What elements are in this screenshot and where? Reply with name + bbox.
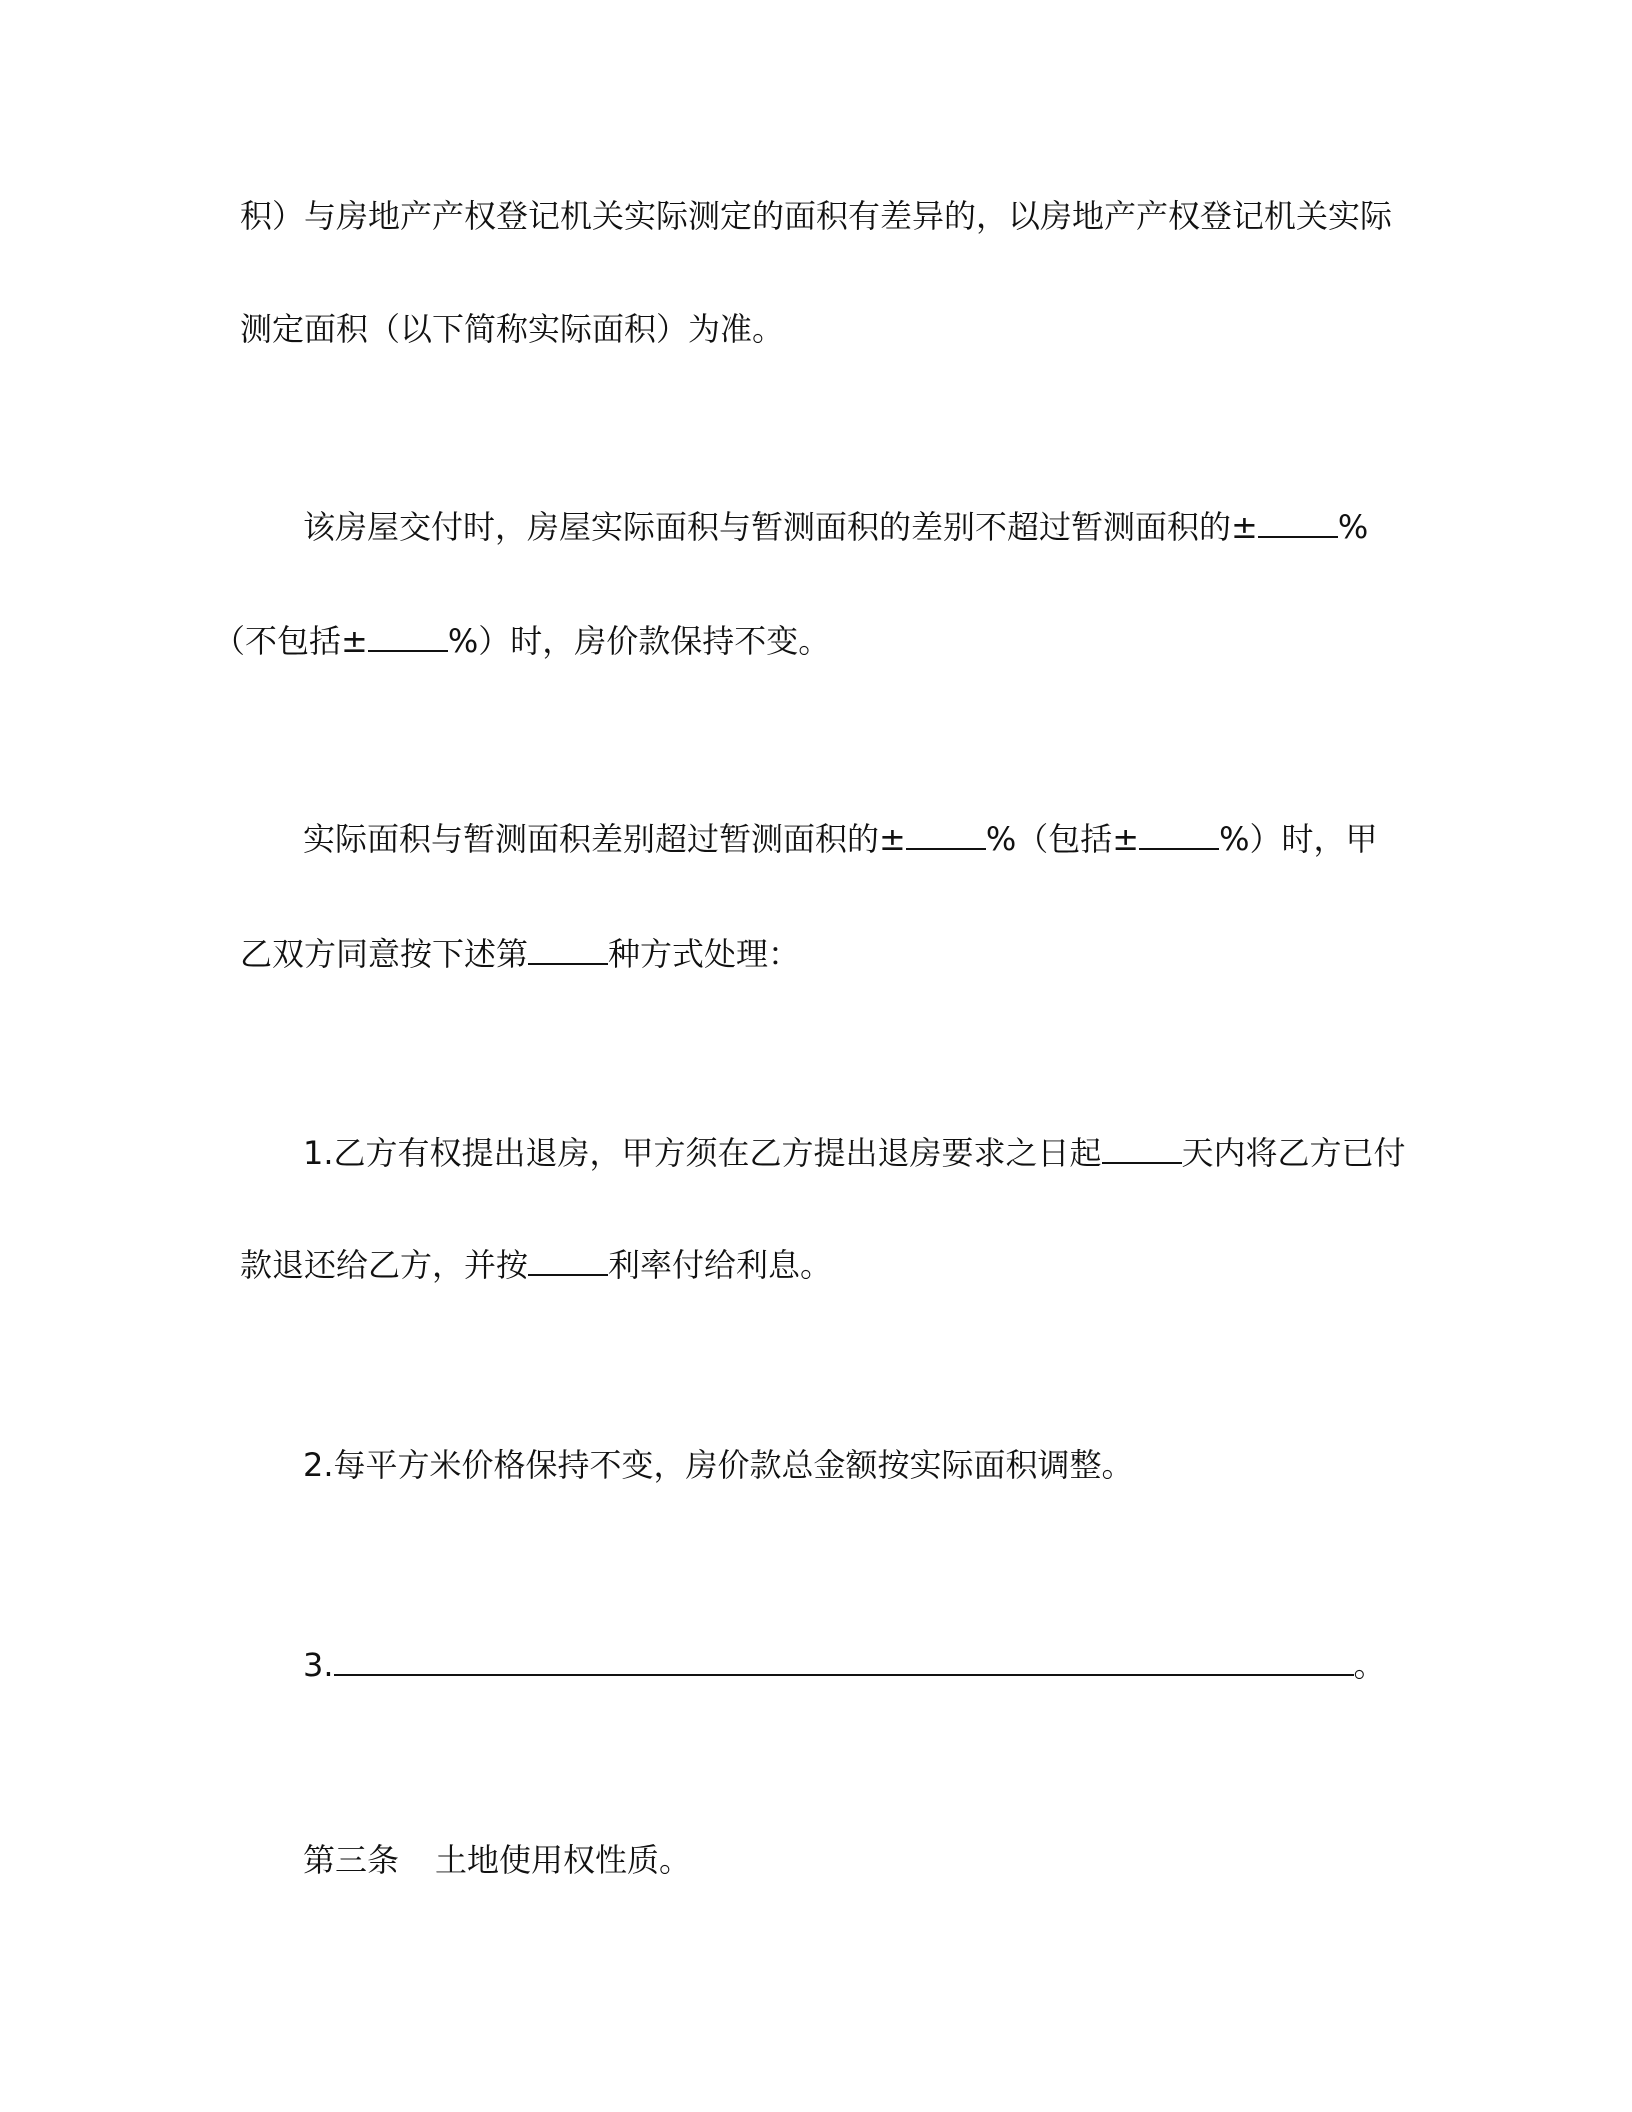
text-line [303, 506, 1368, 546]
text-segment: 实际面积与暂测面积差别超过暂测面积的± [303, 820, 906, 858]
text-line [240, 933, 800, 973]
text-line [240, 309, 784, 349]
text-segment: 1.乙方有权提出退房，甲方须在乙方提出退房要求之日起 [303, 1134, 1102, 1172]
text-line [303, 818, 1377, 858]
text-segment: 2.每平方米价格保持不变，房价款总金额按实际面积调整。 [303, 1446, 1134, 1484]
fill-blank[interactable] [528, 1244, 608, 1276]
text-line [303, 1445, 1134, 1485]
text-segment: （不包括± [213, 622, 368, 660]
text-segment: 天内将乙方已付 [1181, 1134, 1406, 1172]
text-segment: %）时，甲 [1219, 820, 1378, 858]
text-line [303, 1644, 1386, 1684]
article-title: 土地使用权性质。 [435, 1841, 692, 1879]
text-segment: 利率付给利息。 [608, 1246, 833, 1284]
text-line [213, 620, 830, 660]
text-segment: 种方式处理： [608, 935, 801, 973]
text-segment: % [1337, 508, 1369, 546]
text-segment: 积）与房地产产权登记机关实际测定的面积有差异的，以房地产产权登记机关实际 [240, 197, 1393, 235]
text-line [240, 196, 1392, 236]
fill-blank[interactable] [334, 1644, 1354, 1676]
text-segment: %（包括± [985, 820, 1140, 858]
fill-blank[interactable] [1258, 506, 1338, 538]
text-segment: 乙双方同意按下述第 [240, 935, 529, 973]
fill-blank[interactable] [1102, 1132, 1182, 1164]
fill-blank[interactable] [906, 818, 986, 850]
text-line [240, 1244, 832, 1284]
text-line [303, 1132, 1406, 1172]
text-segment: 该房屋交付时，房屋实际面积与暂测面积的差别不超过暂测面积的± [303, 508, 1258, 546]
fill-blank[interactable] [528, 933, 608, 965]
text-segment: 款退还给乙方，并按 [240, 1246, 529, 1284]
text-segment: 。 [1353, 1646, 1386, 1684]
article-number: 第三条 [303, 1841, 400, 1879]
text-segment: 3. [303, 1646, 334, 1684]
section-heading [303, 1840, 691, 1880]
fill-blank[interactable] [368, 620, 448, 652]
fill-blank[interactable] [1139, 818, 1219, 850]
text-segment: %）时，房价款保持不变。 [447, 622, 831, 660]
text-segment: 测定面积（以下简称实际面积）为准。 [240, 310, 785, 348]
